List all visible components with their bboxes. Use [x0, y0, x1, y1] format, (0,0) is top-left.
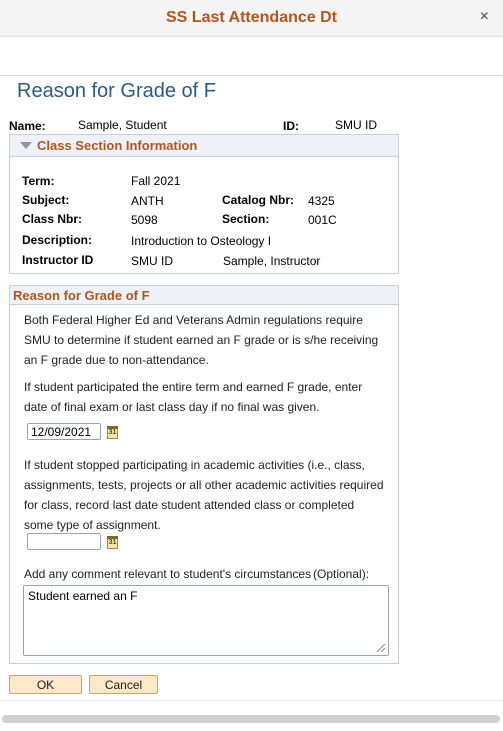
name-value: Sample, Student — [78, 118, 167, 132]
cancel-button[interactable]: Cancel — [89, 675, 158, 694]
final-date-instructions — [24, 377, 384, 417]
resize-grip-icon[interactable] — [376, 643, 386, 653]
comment-label: Add any comment relevant to student's circumstances — [24, 567, 312, 581]
para3-line3: for class, record last date student attended class or completed — [24, 498, 355, 512]
calendar-icon[interactable]: 31 — [107, 537, 118, 549]
para3-line2: assignments, tests, projects or all other academic activities required — [24, 478, 384, 492]
section-value: 001C — [308, 213, 337, 227]
para1-line3: an F grade due to non-attendance. — [24, 353, 209, 367]
para2-line2: date of final exam or last class day if no final was given. — [24, 400, 320, 414]
class-section-header[interactable] — [10, 135, 398, 157]
window-title: SS Last Attendance Dt — [166, 9, 337, 26]
term-label: Term: — [22, 174, 55, 188]
toolbar-area — [0, 37, 503, 76]
class-section-group — [9, 134, 399, 274]
instructor-name: Sample, Instructor — [223, 254, 321, 268]
para3-line1: If student stopped participating in academic activities (i.e., class, — [24, 458, 365, 472]
instructor-label: Instructor ID — [22, 253, 94, 267]
ok-button[interactable]: OK — [9, 675, 82, 694]
term-value: Fall 2021 — [131, 174, 181, 188]
class-section-title: Class Section Information — [37, 138, 198, 153]
description-label: Description: — [22, 233, 93, 247]
reason-group — [9, 285, 399, 664]
regulation-paragraph — [24, 310, 384, 370]
name-label: Name: — [9, 119, 46, 133]
final-exam-date-field[interactable]: 12/09/2021 — [27, 423, 101, 440]
comment-optional-label: (Optional): — [313, 567, 370, 581]
reason-header — [10, 286, 398, 305]
footer-divider — [0, 700, 503, 701]
page-title: Reason for Grade of F — [17, 80, 216, 102]
calendar-icon[interactable]: 31 — [107, 427, 118, 439]
class-nbr-value: 5098 — [131, 213, 158, 227]
para1-line1: Both Federal Higher Ed and Veterans Admin regulations require — [24, 313, 363, 327]
horizontal-scrollbar[interactable] — [2, 715, 500, 723]
id-label: ID: — [283, 119, 299, 133]
class-nbr-label: Class Nbr: — [22, 212, 83, 226]
subject-label: Subject: — [22, 193, 70, 207]
comment-text: Student earned an F — [28, 589, 138, 603]
subject-value: ANTH — [131, 194, 164, 208]
description-value: Introduction to Osteology I — [131, 234, 272, 248]
para2-line1: If student participated the entire term and earned F grade, enter — [24, 380, 363, 394]
collapse-triangle-icon[interactable] — [20, 142, 32, 149]
id-value: SMU ID — [335, 118, 377, 132]
comment-textarea[interactable] — [23, 585, 389, 656]
para1-line2: SMU to determine if student earned an F grade or is s/he receiving — [24, 333, 379, 347]
instructor-id-value: SMU ID — [131, 254, 173, 268]
catalog-value: 4325 — [308, 194, 335, 208]
window-titlebar — [0, 0, 503, 37]
close-icon[interactable]: × — [479, 8, 489, 25]
para3-line4: some type of assignment. — [24, 518, 161, 532]
last-attend-instructions — [24, 455, 384, 535]
section-label: Section: — [222, 212, 270, 226]
last-attend-date-field[interactable] — [27, 533, 101, 550]
reason-title: Reason for Grade of F — [13, 288, 150, 303]
catalog-label: Catalog Nbr: — [222, 193, 294, 207]
